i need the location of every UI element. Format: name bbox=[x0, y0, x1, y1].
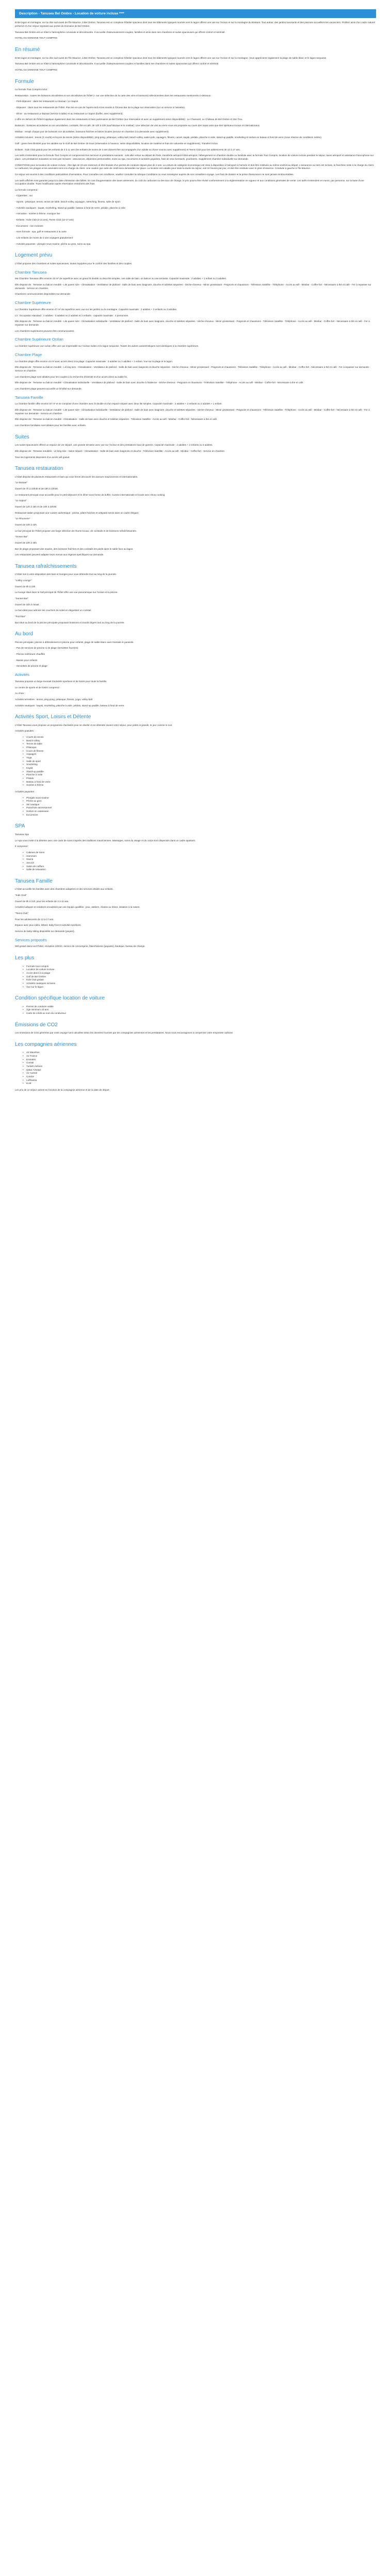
bullet-list bbox=[15, 851, 376, 872]
section-heading: Les plus bbox=[15, 955, 35, 961]
paragraph: HOTEL DU DOMAINE TOUT COMPRIS bbox=[15, 37, 58, 40]
list-item: • Pêche au gros bbox=[26, 800, 376, 803]
paragraph: La chambre plage offre environ 44 m² avec accès direct à la plage. Capacité maximale : 3 adultes ou 2 adultes + 1 enfant. Vue sur la plage et le lagon. bbox=[15, 360, 173, 363]
paragraph: Minibar : rempli chaque jour de boissons non alcoolisées, boissons fraîches et bières locales (service en chambre à la demande avec supplément). bbox=[15, 130, 170, 133]
list-item: • Kayak bbox=[26, 767, 376, 770]
list-item: • Tennis de table bbox=[26, 742, 376, 746]
paragraph: Boissons : boissons alcoolisées et non alcoolisées, cocktails, thé et café, de 10h à 23h (sauf Bazaar et le minibar). Une sélection de vins au verre vous est proposée au cours des repas ainsi que des spiritueux locaux et internationaux. bbox=[15, 124, 260, 127]
bullet-list bbox=[15, 1051, 376, 1086]
paragraph: Entre lagon et montagne, sur la côte sud-ouest de l'île Maurice, à Bel Ombre, Tanusea est un complexe hôtelier spacieux dont tous les bâtiments typiques tournés vers le lagon offrent une vue sur l'océan et sur la montagne du Brabant. Tout autour, des jardins luxuriants et des piscines accueillent les vacanciers. Profitez ainsi d'un cadre naturel préservé et d'un séjour reposant aux portes du Domaine de Bel Ombre. bbox=[15, 21, 375, 28]
subsection-heading: Activités bbox=[15, 672, 29, 677]
paragraph: Les tarifs s'entendent pour la formule Tout Compris et comprennent les services et prestations suivants : vols aller-retour au départ de Paris, transferts aéroport-hôtel-aéroport, hébergement en chambre double ou familiale avec la formule Tout Compris, location de voiture incluse pendant le séjour, taxes aéroport et assistance francophone sur place. Les prestations suivantes ne sont pas incluses : assurances, dépenses personnelles, soins au spa, excursions et activités payantes, frais de visa éventuels, pourboires. Supplément chambre individuelle sur demande. bbox=[15, 154, 374, 160]
section-heading: Tanusea rafraîchissements bbox=[15, 563, 77, 569]
list-item: • Lufthansa bbox=[26, 1079, 376, 1082]
list-item: • Condor bbox=[26, 1075, 376, 1079]
list-item: • Turkish Airlines bbox=[26, 1065, 376, 1069]
paragraph: - Activités payantes : plongée sous-marine, pêche au gros, soins au spa bbox=[15, 242, 91, 245]
paragraph: Pour les adolescents de 12 à 17 ans. bbox=[15, 918, 54, 921]
list-item: • Formule tout compris bbox=[26, 965, 376, 969]
list-item: • Aquagym bbox=[26, 753, 376, 756]
section-heading: Logement prévu bbox=[15, 252, 53, 259]
section-heading: Tanusea Famille bbox=[15, 878, 53, 884]
paragraph: - Dîner : au restaurant Le Bazaar (service à table) et au restaurant Le Sapori (buffet, avec supplément). bbox=[15, 112, 123, 115]
list-item: • Kids Club gratuit bbox=[26, 978, 376, 982]
paragraph: Ma Chambre Tanusea offre environ 43 m² de superficie avec un grand lit double ou deux lits simples, une salle de bain, un balcon ou une terrasse. Capacité maximale : 2 adultes + 1 enfant ou 3 adultes. bbox=[15, 277, 227, 280]
list-item: • Bateau à fond de verre bbox=[26, 781, 376, 784]
list-item: • Corsair bbox=[26, 1061, 376, 1065]
paragraph: Les prix de ce séjour varient en fonction de la compagnie aérienne et de la date de départ. bbox=[15, 1088, 110, 1091]
paragraph: Le centre de sports et de loisirs comprend : bbox=[15, 686, 61, 689]
list-item: • Jacuzzi bbox=[26, 861, 376, 865]
paragraph: Activités incluses : tennis (2 courts) et leçons de tennis (selon disponibilité), ping-pong, pétanque, volley-ball, beach-volley, water-polo, aquagym, fitness, canoë, kayak, pédalo, planche à voile, stand-up paddle, snorkeling et sorties en bateau à fond de verre (sous réserve de conditions météo). bbox=[15, 136, 322, 139]
paragraph: Lit : Occupation standard : 2 adultes - 3 adultes ou 2 adultes et 2 enfants - capacité maximale : 4 personnes. bbox=[15, 314, 129, 317]
paragraph: - Les enfants de moins de 2 ans voyagent gratuitement bbox=[15, 236, 73, 240]
content-body bbox=[15, 21, 376, 1092]
paragraph: CONDITIONS pour la location de voiture incluse : être âgé de 23 ans minimum et être titulaire d'un permis de conduire depuis plus de 2 ans. La voiture de catégorie économique est mise à disposition à l'aéroport à l'arrivée et doit être restituée au même endroit au départ. L'assurance au tiers est incluse, la franchise reste à la charge du client. Le carburant, les péages et les amendes sont à la charge du client. Une caution par carte de crédit sera demandée sur place. La location est valable pour toute la durée du séjour, soit 24 heures par jour, et doit être restituée avec le plein d'essence. Conduite à gauche à l'île Maurice. bbox=[15, 163, 374, 170]
section-heading: Au bord bbox=[15, 631, 34, 637]
list-item: • Cours de fitness bbox=[26, 750, 376, 753]
paragraph: Les chambres supérieures peuvent être communicantes. bbox=[15, 329, 75, 332]
paragraph: L'hôtel dispose de plusieurs restaurants et bars qui vous feront découvrir les saveurs mauriciennes et internationales. bbox=[15, 475, 138, 478]
section-heading: En résumé bbox=[15, 47, 40, 53]
paragraph: Le lounge situé dans le hall principal de l'hôtel offre une vue panoramique sur l'océan et la piscine. bbox=[15, 591, 118, 594]
paragraph: La chambre famille offre environ 57 m² et se compose d'une chambre avec lit double et d'un espace séparé avec deux lits simples. Capacité maximale : 2 adultes + 2 enfants ou 3 adultes + 1 enfant. bbox=[15, 402, 222, 405]
list-item: • Snorkeling bbox=[26, 763, 376, 767]
list-item: • Air Mauritius bbox=[26, 1051, 376, 1055]
list-item: • Pédalo bbox=[26, 777, 376, 781]
paragraph: L'hôtel propose des chambres et suites spacieuses, toutes équipées pour le confort des familles et des couples. bbox=[15, 262, 133, 265]
paragraph: Tanusea Spa bbox=[15, 833, 29, 836]
paragraph: Elle dispose de : Terrasse ou balcon meublé - Lits queen size - Climatisation - Ventilateur de plafond - Salle de bain avec baignoire, douche et toilettes séparées - Sèche-cheveux - Miroir grossissant - Peignoirs et chaussons - Télévision Satellite - Téléphone - Accès au wifi - Minibar - Coffre-fort - Nécessaire à thé et café - Fer à repasser sur demande - Service en chambre. bbox=[15, 283, 371, 290]
section-heading: SPA bbox=[15, 823, 25, 829]
page-title: Description - Tanusea Bel Ombre - Location de voiture incluse **** bbox=[15, 9, 376, 18]
paragraph: - Hors formule : spa, golf et restaurants à la carte bbox=[15, 230, 67, 233]
paragraph: "Kids Club" bbox=[15, 894, 27, 897]
paragraph: L'hôtel met à votre disposition des bars et lounges pour vous détendre tout au long de la journée. bbox=[15, 573, 117, 576]
paragraph: - Cigarettes : oui bbox=[15, 194, 32, 197]
section-heading: Activités Sport, Loisirs et Détente bbox=[15, 714, 91, 720]
paragraph: La formule comprend : bbox=[15, 188, 39, 191]
list-item: • Air Austral bbox=[26, 1072, 376, 1075]
paragraph: L'offre en dehors de l'hôtel s'applique également dans les restaurants et bars partenaires de Bel Ombre (sur réservation et avec un supplément selon disponibilité) : Le Chamarel, Le Château de Bel Ombre et 19e Trou. bbox=[15, 118, 243, 121]
list-item: • Salon de coiffure bbox=[26, 865, 376, 869]
paragraph: Il comprend : bbox=[15, 845, 29, 848]
paragraph: L'hôtel accueille les familles avec des chambres adaptées et des services dédiés aux enfants. bbox=[15, 888, 113, 891]
list-item: • Location de voiture incluse bbox=[26, 968, 376, 972]
list-item: • KLM bbox=[26, 1082, 376, 1086]
list-item: • Planche à voile bbox=[26, 773, 376, 777]
paragraph: HOTEL DU DOMAINE TOUT COMPRIS bbox=[15, 68, 58, 71]
list-item: • Pétanque bbox=[26, 746, 376, 750]
paragraph: "Le Bazaar" bbox=[15, 481, 28, 484]
list-item: • Qatar Airways bbox=[26, 1069, 376, 1072]
description-page bbox=[0, 0, 391, 1115]
paragraph: Piscine principale, piscine à débordement et piscine pour enfants, plage de sable blanc avec transats et parasols. bbox=[15, 640, 134, 643]
paragraph: - Activités nautiques : kayak, snorkeling, stand-up paddle, bateau à fond de verre, pédalo, planche à voile bbox=[15, 206, 126, 209]
paragraph: "Ocean Bar" bbox=[15, 535, 28, 538]
section-heading: Suites bbox=[15, 434, 29, 440]
list-item: • Emirates bbox=[26, 1058, 376, 1062]
paragraph: - Pas de services de piscine ni de plage (serviettes fournies) bbox=[15, 647, 78, 650]
paragraph: Ouvert de 12h à 15h et de 19h à 22h30. bbox=[15, 505, 57, 508]
list-item: • Salle de relaxation bbox=[26, 868, 376, 872]
list-item: • Âge minimum 23 ans bbox=[26, 1008, 376, 1012]
subsection-heading: Chambre Supérieure Océan bbox=[15, 337, 63, 342]
paragraph: Les chambres plage sont idéales pour les couples à la recherche d'intimité et d'un accès direct au sable fin. bbox=[15, 375, 128, 378]
list-item: • Ski nautique bbox=[26, 803, 376, 807]
paragraph: Enfants : Kids Club gratuit pour les enfants de 3 à 11 ans (les enfants de moins de 3 ans doivent être accompagnés d'un adulte ou d'une nounou avec supplément) et Teens Club pour les adolescents de 12 à 17 ans. bbox=[15, 148, 240, 151]
list-item: • Carte de crédit au nom du conducteur bbox=[26, 1012, 376, 1015]
subsection-heading: Services proposés bbox=[15, 937, 47, 942]
subsection-heading: Chambre Tanusea bbox=[15, 269, 47, 275]
paragraph: Activités ludiques et créatives encadrées par une équipe qualifiée : jeux, ateliers, chasse au trésor, initiation à la nature. bbox=[15, 906, 140, 909]
paragraph: Bar situé au bord de la piscine principale proposant boissons et snacks légers tout au long de la journée. bbox=[15, 621, 125, 624]
list-item: • Permis de conduire valide bbox=[26, 1005, 376, 1009]
paragraph: - Excursions : non incluses bbox=[15, 224, 43, 227]
paragraph: Chambres communicantes disponibles sur demande. bbox=[15, 293, 71, 296]
subsection-heading: Chambre Supérieure bbox=[15, 300, 51, 306]
paragraph: Elle dispose de : Terrasse meublée - Lit king size - Salon séparé - Climatisation - Salle de bain avec baignoire et douche - Télévision Satellite - Accès au wifi - Minibar - Coffre-fort - Service en chambre. bbox=[15, 449, 225, 452]
paragraph: Activités gratuites : bbox=[15, 730, 35, 733]
paragraph: Les émissions de CO2 générées par votre voyage sont calculées selon les données fournies par les compagnies aériennes et les prestataires. Nous vous encourageons à compenser votre empreinte carbone. bbox=[15, 1031, 234, 1035]
paragraph: Le restaurant principal vous accueille pour le petit-déjeuner et le dîner sous forme de buffet. Cuisine internationale et locale avec show cooking. bbox=[15, 493, 166, 496]
paragraph: Tanusea Bel Ombre est un hôtel à l'atmosphère conviviale et décontractée. Il accueille chaleureusement couples, familles et amis dans ses chambres et suites spacieuses qui offrent confort et sérénité. bbox=[15, 30, 225, 33]
paragraph: Les chambres familiales sont idéales pour les familles avec enfants. bbox=[15, 424, 87, 427]
paragraph: Tanusea propose un large éventail d'activités sportives et de loisirs pour toute la famille. bbox=[15, 680, 107, 683]
section-heading: Formule bbox=[15, 78, 34, 84]
paragraph: Elle dispose de : Terrasse ou balcon meublé - Lits queen size - Climatisation individuelle - Ventilateur de plafond - Salle de bain avec baignoire, douche et toilettes séparées - Sèche-cheveux - Miroir grossissant - Peignoirs et chaussons - Télévision Satellite - Téléphone - Accès au wifi - Minibar - Coffre-fort - Nécessaire à thé et café - Fer à repasser sur demande - Service en chambre. bbox=[15, 409, 370, 415]
paragraph: Le spa vous invite à la détente avec une carte de soins inspirés des traditions mauriciennes. Massages, soins du visage et du corps sont dispensés dans un cadre apaisant. bbox=[15, 839, 196, 842]
paragraph: Ouvert de 9h à 21h, pour les enfants de 3 à 11 ans. bbox=[15, 900, 69, 903]
paragraph: "Teens Club" bbox=[15, 911, 29, 914]
paragraph: Elle dispose de : Terrasse ou balcon meublé - Lits queen size - Climatisation individuelle - Ventilateur de plafond - Salle de bain avec baignoire, douche et toilettes séparées - Sèche-cheveux - Miroir grossissant - Peignoirs et chaussons - Télévision Satellite - Téléphone - Accès au wifi - Minibar - Coffre-fort - Nécessaire à thé et café - Fer à repasser sur demande. bbox=[15, 320, 370, 326]
paragraph: - Enfants : Kids Club (3-11 ans), Teens Club (12-17 ans) bbox=[15, 218, 74, 222]
paragraph: Le bar principal de l'hôtel propose une large sélection de rhums locaux, de cocktails et de boissons rafraîchissantes. bbox=[15, 529, 137, 532]
bullet-list bbox=[15, 1005, 376, 1015]
list-item: • Soirées à thème bbox=[26, 784, 376, 787]
paragraph: L'hôtel Tanusea vous propose un programme d'activités pour se divertir et se détendre durant votre séjour, pour petits et grands, le jour comme le soir. bbox=[15, 723, 173, 726]
paragraph: "Lobby Lounge" bbox=[15, 579, 32, 582]
paragraph: Activités nautiques : kayak, snorkeling, planche à voile, pédalo, stand-up paddle, bateau à fond de verre. bbox=[15, 704, 125, 707]
list-item: • Plongée sous-marine bbox=[26, 796, 376, 800]
paragraph: Restaurant italien proposant une cuisine authentique : pizzas, pâtes fraîches et antipasti servis dans un cadre élégant. bbox=[15, 511, 139, 514]
list-item: • Hammam bbox=[26, 855, 376, 858]
list-item: • Activités nautiques incluses bbox=[26, 982, 376, 986]
paragraph: - Déjeuner : dans tous les restaurants de l'hôtel. Plus les en-cas de l'après-midi et les snacks à l'Ocean Bar de la plage sur réservation (sur un service à l'assiette). bbox=[15, 106, 186, 109]
paragraph: La formule Tout Compris inclut : bbox=[15, 88, 48, 91]
paragraph: - Piscine extérieure chauffée bbox=[15, 653, 45, 656]
list-item: • Golf de Bel Ombre bbox=[26, 975, 376, 979]
paragraph: "Le Rhumerie" bbox=[15, 517, 30, 520]
paragraph: La Chambre Supérieure offre environ 47 m² de superficie avec vue sur les jardins ou la montagne. Capacité maximale : 2 adultes + 2 enfants ou 3 adultes. bbox=[15, 308, 177, 311]
list-item: • Cabines de soins bbox=[26, 851, 376, 855]
list-item: • Air France bbox=[26, 1055, 376, 1058]
list-item: • Vue sur le lagon bbox=[26, 986, 376, 989]
list-item: • Salle de sport bbox=[26, 760, 376, 764]
paragraph: Elle dispose de : Terrasse ou balcon meublé - Climatisation - Salle de bain avec douche et toilettes séparées - Télévision Satellite - Accès au wifi - Minibar - Coffre-fort - Nécessaire à thé et café. bbox=[15, 418, 218, 421]
paragraph: Les suites spacieuses offrent un espace de vie séparé, une grande terrasse avec vue sur l'océan et des prestations haut de gamme. Capacité maximale : 2 adultes + 2 enfants ou 3 adultes. bbox=[15, 444, 213, 447]
list-item: • Yoga bbox=[26, 756, 376, 760]
list-item: • Beach-volley bbox=[26, 739, 376, 743]
paragraph: Ouvert de 16h à minuit. bbox=[15, 603, 40, 606]
bullet-list bbox=[15, 965, 376, 989]
paragraph: Elle dispose de : Terrasse ou balcon meublé - Climatisation individuelle - Ventilateur de plafond - Salle de bain avec douche à l'italienne - Sèche-cheveux - Peignoirs et chaussons - Télévision Satellite - Téléphone - Accès au wifi - Minibar - Coffre-fort - Nécessaire à thé et café. bbox=[15, 381, 304, 384]
paragraph: La chambre supérieure vue océan offre une vue imprenable sur l'océan Indien et le lagon turquoise. Toutes les autres caractéristiques sont identiques à la chambre supérieure. bbox=[15, 345, 199, 348]
paragraph: Le bar idéal pour admirer les couchers de soleil en dégustant un cocktail. bbox=[15, 609, 92, 612]
paragraph: Golf : green fees illimités pour les adultes sur le Golf de Bel Ombre 18 trous (réservation à l'avance, selon disponibilités, location de matériel et frais de voiturette en supplément). Transfert inclus. bbox=[15, 142, 219, 145]
section-heading: Émissions de CO2 bbox=[15, 1022, 58, 1028]
bullet-list bbox=[15, 796, 376, 817]
paragraph: Activités terrestres : tennis, ping-pong, pétanque, fitness, yoga, volley-ball. bbox=[15, 698, 93, 701]
list-item: • Sauna bbox=[26, 858, 376, 861]
paragraph: "Pool Bar" bbox=[15, 615, 26, 618]
section-heading: Tanusea restauration bbox=[15, 466, 63, 472]
list-item: • Excursions bbox=[26, 814, 376, 817]
paragraph: Ouvert de 7h à 10h30 et de 19h à 22h30. bbox=[15, 487, 59, 490]
paragraph: Wifi gratuit dans tout l'hôtel, réception 24h/24, service de conciergerie, blanchisserie (payante), boutique, bureau de change. bbox=[15, 945, 145, 948]
section-heading: Condition spécifique location de voiture bbox=[15, 995, 105, 1002]
paragraph: Ouvert de 10h à 18h. bbox=[15, 541, 38, 544]
paragraph: Elle dispose de : Terrasse ou balcon meublé - Lit king size - Climatisation - Ventilateur de plafond - Salle de bain avec baignoire et douche séparées - Sèche-cheveux - Miroir grossissant - Peignoirs et chaussons - Télévision Satellite - Téléphone - Accès au wifi - Minibar - Coffre-fort - Nécessaire à thé et café - Fer à repasser sur demande - Service en chambre. bbox=[15, 366, 370, 372]
paragraph: Les chambres plage peuvent accueillir un lit bébé sur demande. bbox=[15, 387, 82, 390]
paragraph: - Serviettes de piscine et plage bbox=[15, 665, 47, 668]
paragraph: Entre lagon et montagne, sur la côte sud-ouest de l'île Maurice, à Bel Ombre, Tanusea est un complexe hôtelier spacieux dont tous les bâtiments typiques tournés vers le lagon offrent une vue sur l'océan et sur la montagne. Vous apprécierez également la plage de sable blanc et le lagon turquoise. bbox=[15, 56, 327, 59]
section-heading: Les compagnies aériennes bbox=[15, 1041, 77, 1047]
paragraph: Activités payantes : bbox=[15, 790, 36, 793]
paragraph: - Petit-déjeuner : dans les restaurants Le Bazaar / Le Sapori. bbox=[15, 100, 79, 103]
paragraph: Ce séjour est soumis à des conditions particulières d'annulation. Pour connaître ces conditions, veuillez consulter la rubrique Conditions ou vous renseigner auprès de nos conseillers voyage. Les frais de dossier et la prime d'assurance ne sont jamais remboursables. bbox=[15, 173, 294, 176]
paragraph: Les restaurants peuvent adapter leurs menus aux régimes spécifiques sur demande. bbox=[15, 553, 104, 556]
paragraph: Ouvert de 9h à 23h. bbox=[15, 585, 36, 588]
paragraph: Tanusea Bel Ombre est un hôtel à l'atmosphère conviviale et décontractée. Il accueille chaleureusement couples et familles dans ses chambres et suites spacieuses qui offrent confort et sérénité. bbox=[15, 62, 219, 65]
bullet-list bbox=[15, 736, 376, 787]
subsection-heading: Chambre Plage bbox=[15, 352, 42, 357]
list-item: • Courts de tennis bbox=[26, 736, 376, 739]
paragraph: - Sports : pétanque, tennis, tennis de table, beach-volley, aquagym, stretching, fitness, salle de sport bbox=[15, 200, 120, 204]
paragraph: Ouvert de 10h à 23h. bbox=[15, 523, 38, 526]
paragraph: Au choix : bbox=[15, 692, 26, 695]
list-item: • Stand-up paddle bbox=[26, 770, 376, 774]
paragraph: "Sunset Bar" bbox=[15, 597, 28, 600]
list-item: • Sorties en catamaran bbox=[26, 810, 376, 814]
paragraph: Tous les logements disposent d'un accès wifi gratuit. bbox=[15, 455, 70, 459]
list-item: • Accès direct à la plage bbox=[26, 972, 376, 975]
paragraph: Espace avec jeux vidéo, billard, baby-foot et activités sportives. bbox=[15, 924, 82, 927]
paragraph: - Bassin pour enfants bbox=[15, 658, 38, 662]
paragraph: Bar de plage proposant des snacks, des boissons fraîches et des cocktails les pieds dans le sable face au lagon. bbox=[15, 547, 134, 550]
list-item: • Parachute ascensionnel bbox=[26, 806, 376, 810]
paragraph: Service de baby-sitting disponible sur demande (payant). bbox=[15, 929, 75, 933]
subsection-heading: Tanusea Famille bbox=[15, 395, 43, 400]
paragraph: Restauration : toutes les boissons alcoolisées et non alcoolisées de l'hôtel (+ sur une sélection de la carte des vins et boissons) sélectionnées dans les restaurants mentionnés ci-dessous : bbox=[15, 94, 212, 97]
paragraph: - Animation : soirées à thème, musique live bbox=[15, 212, 60, 215]
paragraph: "Le Sapori" bbox=[15, 499, 27, 502]
paragraph: Les tarifs affichés sont garantis jusqu'à la date d'émission des billets. En cas d'augmentation des taxes aériennes, du coût du carburant ou des taux de change, le prix pourra être révisé conformément à la réglementation en vigueur et aux conditions générales de vente. Les tarifs s'entendent en euros, par personne, sur la base d'une occupation double. Toute modification après réservation entraînera des frais. bbox=[15, 179, 364, 185]
